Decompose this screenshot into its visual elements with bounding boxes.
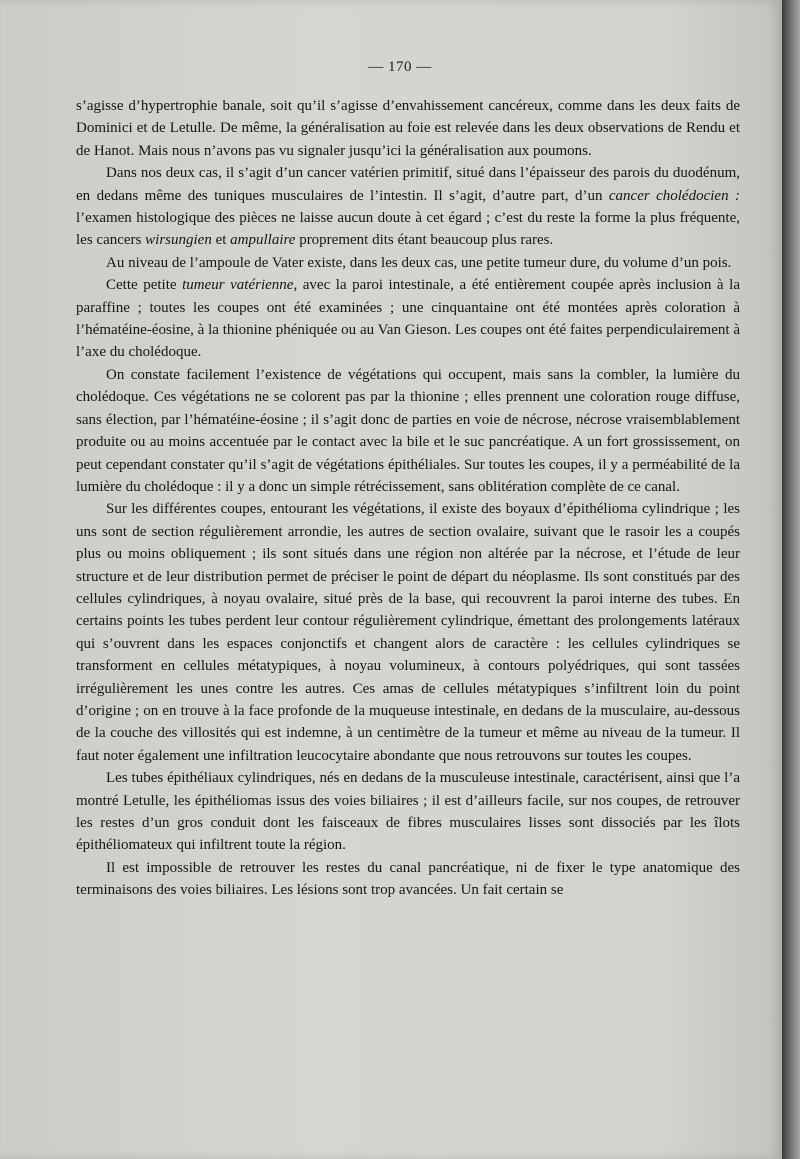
paragraph (76, 857, 740, 902)
paragraph (76, 95, 740, 162)
text-run: Au niveau de l’ampoule de Vater existe, dans les deux cas, une petite tumeur dure, du volume d’un pois. (106, 254, 732, 271)
italic-run: ampullaire (230, 232, 296, 249)
italic-run: tumeur vatérienne, (182, 277, 298, 294)
text-run: Dans nos deux cas, il s’agit d’un cancer vatérien primitif, situé dans l’épaisseur des parois du duodénum, en dedans même des tuniques musculaires de l’intestin. Il s’agit, d’autre part, d’un (76, 165, 740, 204)
italic-run: wirsungien (145, 232, 212, 249)
paragraph (76, 767, 740, 857)
text-run: avec la paroi intestinale, a été entièrement coupée après inclusion à la paraffine ; toutes les coupes ont été examinées ; une cinquantaine ont été montées après coloration à l’hématéine-éosine, à la thionine phéniquée ou au Van Gieson. Les coupes ont été faites perpendiculairement à l’axe du cholédoque. (76, 277, 740, 361)
paragraph (76, 252, 740, 274)
paragraph (76, 274, 740, 364)
text-run: et (211, 232, 231, 249)
text-run: s’agisse d’hypertrophie banale, soit qu’il s’agisse d’envahissement cancéreux, comme dans les deux faits de Dominici et de Letulle. De même, la généralisation au foie est relevée dans les deux observations de Rendu et de Hanot. Mais nous n’avons pas vu signaler jusqu’ici la généralisation aux poumons. (76, 98, 740, 159)
paragraph (76, 498, 740, 767)
text-run: On constate facilement l’existence de végétations qui occupent, mais sans la combler, la lumière du cholédoque. Ces végétations ne se colorent pas par la thionine ; elles prennent une coloration rouge diffuse, sans élection, par l’hématéine-éosine ; il s’agit donc de parties en voie de nécrose, nécrose vraisemblablement produite ou au moins accentuée par le contact avec la bile et le suc pancréatique. A un fort grossissement, on peut cependant constater qu’il s’agit de végétations épithéliales. Sur toutes les coupes, il y a perméabilité de la lumière du cholédoque : il y a donc un simple rétrécissement, sans oblitération complète de ce canal. (76, 366, 740, 495)
text-run: l’examen histologique des pièces ne laisse aucun doute à cet égard ; c’est du reste la forme la plus fréquente, les cancers (76, 210, 740, 249)
text-run: Cette petite (106, 277, 183, 294)
paragraph (76, 364, 740, 498)
page-edge-shadow (782, 0, 800, 1159)
page-number: — 170 — (368, 59, 432, 75)
text-run: Sur les différentes coupes, entourant les végétations, il existe des boyaux d’épithélioma cylindrique ; les uns sont de section régulièrement arrondie, les autres de section ovalaire, suivant que le rasoir les a coupés plus ou moins obliquement ; ils sont situés dans une région non altérée par la nécrose, et l’étude de leur structure et de leur distribution permet de préciser le point de départ du néoplasme. Ils sont constitués par des cellules cylindriques, à noyau ovalaire, situé près de la base, qui recouvrent la paroi interne des tubes. En certains points les tubes perdent leur contour régulièrement cylindrique, émettant des prolongements latéraux qui s’ouvrent dans les espaces conjonctifs et changent alors de caractère : les cellules cylindriques se transforment en cellules métatypiques, à noyau volumineux, à contours polyédriques, qui sont tassées irrégulièrement les unes contre les autres. Ces amas de cellules métatypiques s’infiltrent loin du point d’origine ; on en trouve à la face profonde de la muqueuse intestinale, en dedans de la musculaire, au-dessous de la couche des villosités qui est indemne, à un centimètre de la tumeur et même au niveau de la tumeur. Il faut noter également une infiltration leucocytaire abondante que nous retrouvons sur toutes les coupes. (76, 501, 740, 764)
text-run: Les tubes épithéliaux cylindriques, nés en dedans de la musculeuse intestinale, caractérisent, ainsi que l’a montré Letulle, les épithéliomas issus des voies biliaires ; il est d’ailleurs facile, sur nos coupes, de retrouver les restes d’un gros conduit dont les faisceaux de fibres musculaires lisses sont dissociés par les îlots épithéliomateux qui infiltrent toute la région. (76, 770, 740, 854)
body-text (76, 95, 740, 902)
italic-run: cancer cholédocien : (608, 187, 740, 204)
text-run: Il est impossible de retrouver les restes du canal pancréatique, ni de fixer le type anatomique des terminaisons des voies biliaires. Les lésions sont trop avancées. Un fait certain se (76, 859, 740, 899)
text-run: proprement dits étant beaucoup plus rares. (295, 232, 554, 249)
paragraph (76, 162, 740, 252)
